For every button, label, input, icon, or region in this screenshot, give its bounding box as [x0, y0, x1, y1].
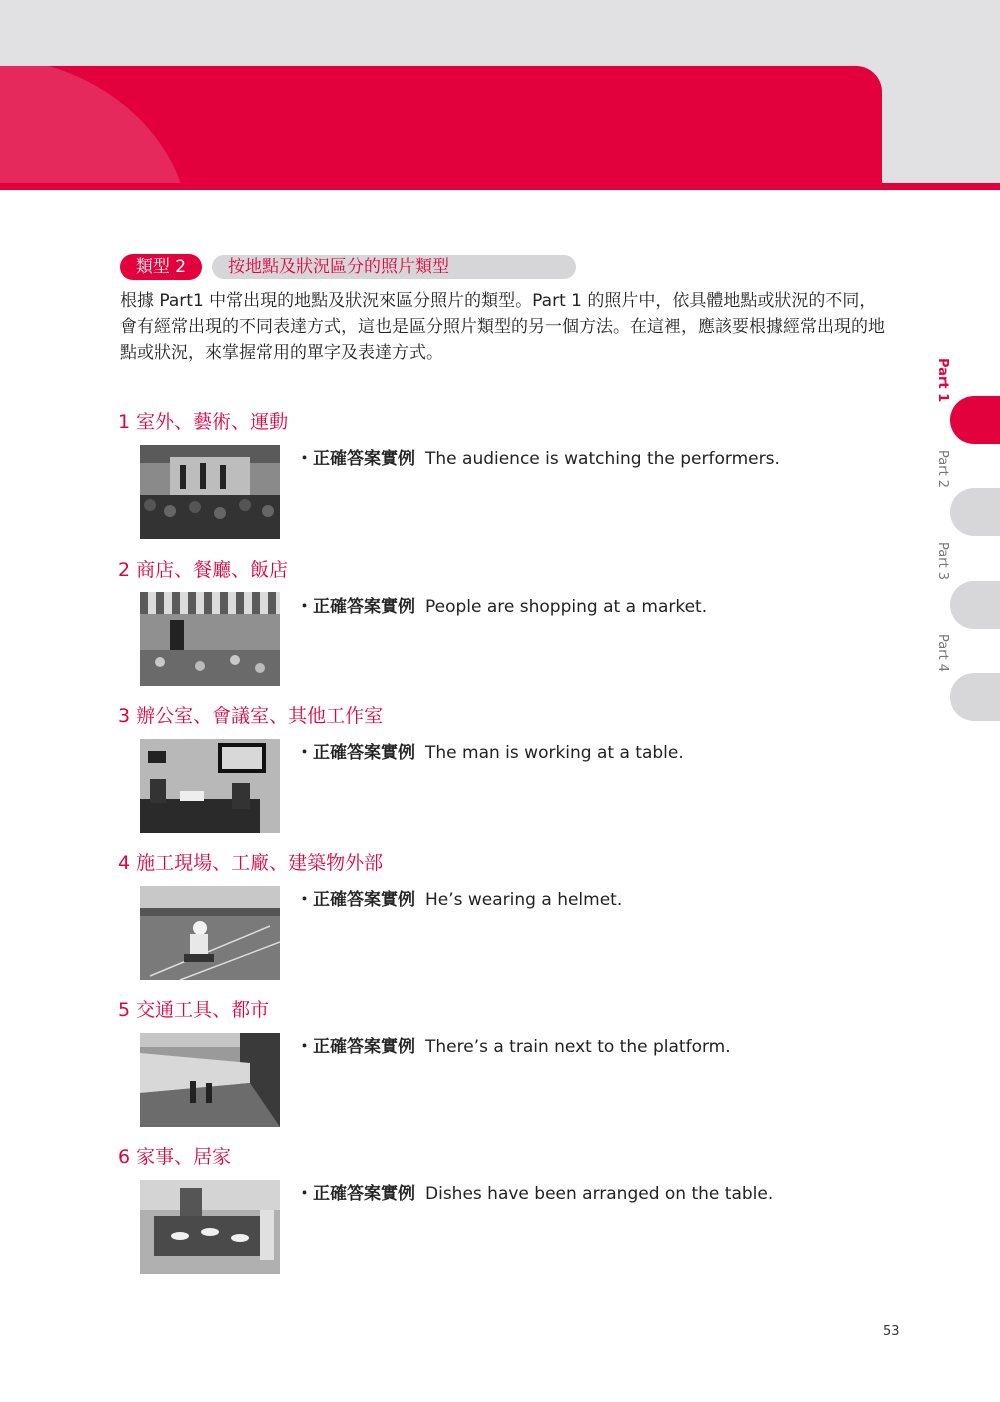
example-sentence: There’s a train next to the platform. [425, 1037, 731, 1057]
example-2 [296, 592, 707, 617]
example-6 [296, 1179, 773, 1204]
banner-swirl-decoration [0, 66, 190, 190]
section-heading-5: 5 交通工具、都市 [118, 999, 270, 1021]
example-1 [296, 444, 780, 469]
example-sentence: The man is working at a table. [425, 743, 684, 763]
side-tab-label: Part 4 [935, 634, 950, 673]
header-red-rule [0, 183, 1000, 190]
section-heading-2: 2 商店、餐廳、飯店 [118, 559, 289, 581]
header-red-banner [0, 66, 882, 190]
example-label: ・正確答案實例 [296, 743, 415, 763]
side-tab-label: Part 3 [935, 542, 950, 581]
section-heading-4: 4 施工現場、工廠、建築物外部 [118, 852, 384, 874]
photo-office-meeting [140, 739, 280, 833]
example-label: ・正確答案實例 [296, 597, 415, 617]
photo-market [140, 592, 280, 686]
intro-paragraph: 根據 Part1 中常出現的地點及狀況來區分照片的類型。Part 1 的照片中，依具體地點或狀況的不同，會有經常出現的不同表達方式，這也是區分照片類型的另一個方法。在這裡，應該要根據經常出現的地點或狀況，來掌握常用的單字及表達方式。 [120, 291, 885, 363]
example-sentence: The audience is watching the performers. [425, 449, 780, 469]
section-heading-3: 3 辦公室、會議室、其他工作室 [118, 705, 384, 727]
side-tab-marker-part-1[interactable] [950, 396, 1000, 444]
side-tab-marker-part-3[interactable] [950, 581, 1000, 629]
side-tab-label: Part 2 [935, 450, 950, 489]
example-label: ・正確答案實例 [296, 890, 415, 910]
example-sentence: People are shopping at a market. [425, 597, 708, 617]
page-number: 53 [883, 1324, 900, 1339]
photo-outdoor-performance [140, 445, 280, 539]
side-tab-marker-part-4[interactable] [950, 673, 1000, 721]
photo-train-platform [140, 1033, 280, 1127]
example-label: ・正確答案實例 [296, 449, 415, 469]
example-3 [296, 738, 684, 763]
example-4 [296, 885, 622, 910]
side-tab-label: Part 1 [935, 358, 950, 403]
photo-construction-worker [140, 886, 280, 980]
example-5 [296, 1032, 731, 1057]
example-label: ・正確答案實例 [296, 1184, 415, 1204]
type-title: 按地點及狀況區分的照片類型 [228, 257, 449, 277]
section-heading-6: 6 家事、居家 [118, 1146, 232, 1168]
example-label: ・正確答案實例 [296, 1037, 415, 1057]
type-badge: 類型 2 [120, 254, 202, 280]
side-tab-marker-part-2[interactable] [950, 488, 1000, 536]
section-heading-1: 1 室外、藝術、運動 [118, 411, 289, 433]
example-sentence: Dishes have been arranged on the table. [425, 1184, 774, 1204]
example-sentence: He’s wearing a helmet. [425, 890, 623, 910]
photo-dining-table [140, 1180, 280, 1274]
